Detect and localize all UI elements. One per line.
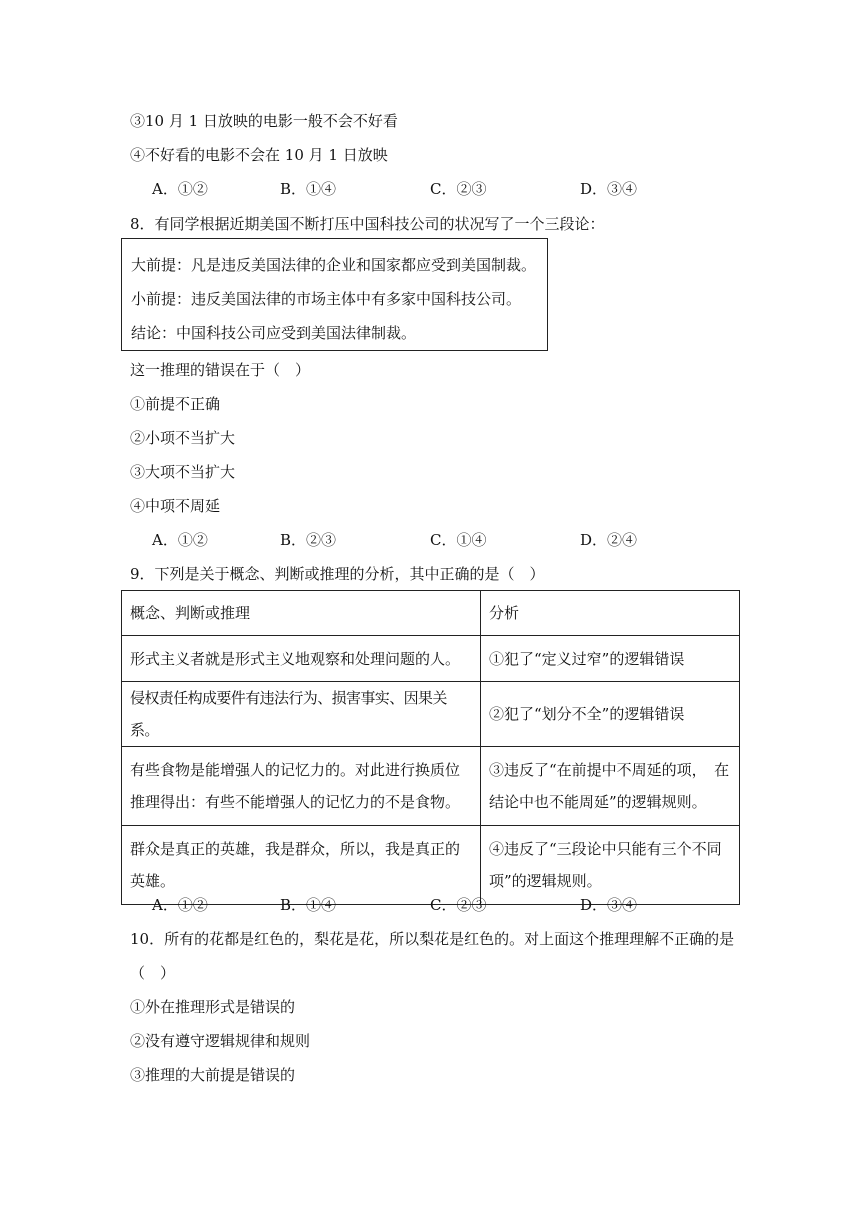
q8-major-premise: 大前提：凡是违反美国法律的企业和国家都应受到美国制裁。 bbox=[131, 256, 537, 274]
table-cell: 侵权责任构成要件有违法行为、损害事实、因果关系。 bbox=[122, 682, 481, 747]
q9-table bbox=[121, 590, 740, 905]
header-cell-statement: 概念、判断或推理 bbox=[122, 591, 481, 636]
q9-stem: 9．下列是关于概念、判断或推理的分析，其中正确的是（ ） bbox=[130, 565, 545, 583]
q7-option-a: A．①② bbox=[152, 180, 208, 198]
q8-syllogism-box bbox=[121, 238, 548, 351]
q8-item-1: ①前提不正确 bbox=[130, 395, 221, 413]
q10-answer-paren: （ ） bbox=[130, 964, 176, 982]
q10-stem: 10．所有的花都是红色的，梨花是花，所以梨花是红色的。对上面这个推理理解不正确的是 bbox=[130, 930, 735, 948]
table-cell: ④违反了“三段论中只能有三个不同项”的逻辑规则。 bbox=[481, 826, 740, 905]
q7-options bbox=[152, 179, 752, 199]
q9-options bbox=[152, 895, 752, 915]
table-cell: 有些食物是能增强人的记忆力的。对此进行换质位推理得出：有些不能增强人的记忆力的不是食物。 bbox=[122, 747, 481, 826]
q10-item-1: ①外在推理形式是错误的 bbox=[130, 998, 296, 1016]
q8-question: 这一推理的错误在于（ ） bbox=[130, 361, 311, 379]
table-cell: 形式主义者就是形式主义地观察和处理问题的人。 bbox=[122, 636, 481, 682]
q8-minor-premise: 小前提：违反美国法律的市场主体中有多家中国科技公司。 bbox=[131, 290, 522, 308]
q7-item-3: ③10 月 1 日放映的电影一般不会不好看 bbox=[130, 112, 398, 130]
q8-options bbox=[152, 530, 752, 550]
q7-option-c: C．②③ bbox=[430, 180, 487, 198]
table-row bbox=[122, 826, 740, 905]
q8-option-d: D．②④ bbox=[580, 531, 638, 549]
q8-item-2: ②小项不当扩大 bbox=[130, 429, 236, 447]
q9-option-c: C．②③ bbox=[430, 896, 487, 914]
table-header-row bbox=[122, 591, 740, 636]
table-cell: ③违反了“在前提中不周延的项， 在结论中也不能周延”的逻辑规则。 bbox=[481, 747, 740, 826]
table-cell: ②犯了“划分不全”的逻辑错误 bbox=[481, 682, 740, 747]
table-row bbox=[122, 682, 740, 747]
q8-conclusion: 结论：中国科技公司应受到美国法律制裁。 bbox=[131, 324, 417, 342]
table-cell: ①犯了“定义过窄”的逻辑错误 bbox=[481, 636, 740, 682]
table-cell: 群众是真正的英雄，我是群众，所以，我是真正的英雄。 bbox=[122, 826, 481, 905]
header-cell-analysis: 分析 bbox=[481, 591, 740, 636]
q8-option-b: B．②③ bbox=[280, 531, 337, 549]
table-row bbox=[122, 636, 740, 682]
q8-item-4: ④中项不周延 bbox=[130, 497, 221, 515]
q9-option-a: A．①② bbox=[152, 896, 208, 914]
q8-option-a: A．①② bbox=[152, 531, 208, 549]
q7-item-4: ④不好看的电影不会在 10 月 1 日放映 bbox=[130, 146, 388, 164]
q9-option-d: D．③④ bbox=[580, 896, 638, 914]
q8-option-c: C．①④ bbox=[430, 531, 487, 549]
table-row bbox=[122, 747, 740, 826]
q7-option-d: D．③④ bbox=[580, 180, 638, 198]
q8-item-3: ③大项不当扩大 bbox=[130, 463, 236, 481]
q10-item-3: ③推理的大前提是错误的 bbox=[130, 1066, 296, 1084]
q7-option-b: B．①④ bbox=[280, 180, 337, 198]
q8-stem: 8．有同学根据近期美国不断打压中国科技公司的状况写了一个三段论： bbox=[130, 215, 605, 233]
q10-item-2: ②没有遵守逻辑规律和规则 bbox=[130, 1032, 311, 1050]
q9-option-b: B．①④ bbox=[280, 896, 337, 914]
